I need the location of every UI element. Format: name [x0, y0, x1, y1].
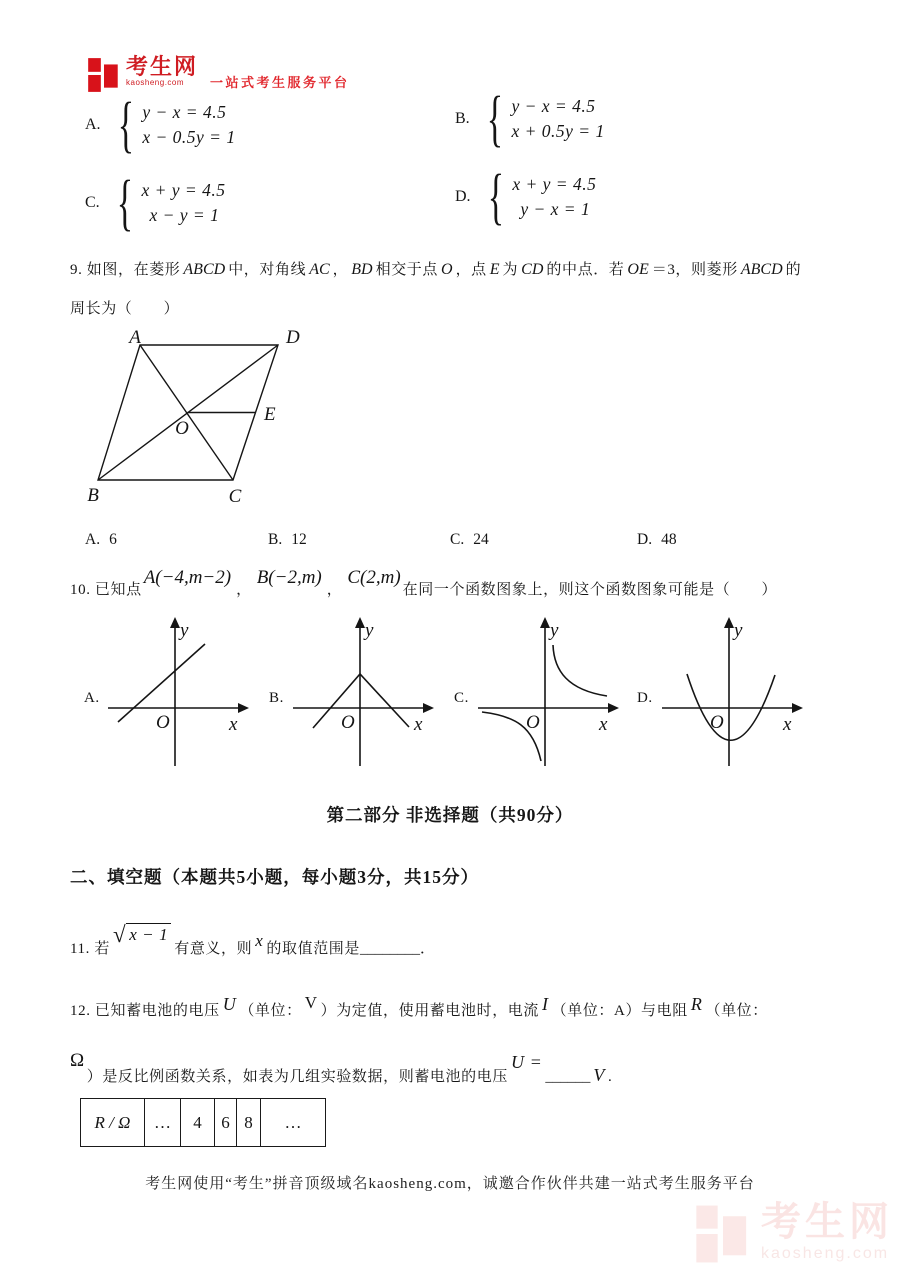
- x-axis-label: x: [414, 714, 423, 735]
- graph-b-vshape: [285, 616, 435, 771]
- choice-d: [637, 531, 677, 549]
- question-11: [70, 912, 436, 958]
- text-segment: ．: [420, 941, 436, 957]
- logo-brand-text: 考生网: [126, 54, 199, 79]
- question-9-line2: 周长为（ ）: [70, 301, 180, 317]
- x-axis-label: x: [599, 714, 608, 735]
- table-cell: 8: [237, 1099, 261, 1147]
- choice-value: 6: [109, 531, 117, 548]
- choice-label: C.: [450, 531, 465, 548]
- option-label: C.: [85, 194, 100, 212]
- logo-slogan: 一站式考生服务平台: [210, 75, 350, 90]
- question-9-line1: [70, 258, 860, 279]
- question-12-line2: [70, 1042, 612, 1086]
- equation: y − x = 1: [520, 199, 591, 220]
- choice-label: A.: [85, 531, 101, 548]
- rhombus-figure: [85, 330, 320, 508]
- question-12-line1: [70, 980, 768, 1020]
- variable-i: I: [542, 994, 549, 1014]
- brace-glyph: {: [486, 85, 503, 153]
- choice-value: 48: [661, 531, 677, 548]
- watermark-brand-text: 考生网: [761, 1200, 893, 1244]
- graph-label-d: D.: [637, 690, 653, 706]
- origin-label: O: [341, 712, 355, 733]
- option-label: A.: [85, 116, 101, 134]
- unit-ohm: Ω: [70, 1050, 85, 1071]
- text-segment: （单位：: [705, 1003, 768, 1019]
- u-equals: U =: [510, 1052, 543, 1072]
- origin-label: O: [710, 712, 724, 733]
- option-label: B.: [455, 110, 470, 128]
- graph-a-line: [100, 616, 250, 771]
- text-segment: 中，对角线: [228, 262, 307, 278]
- choice-b: [268, 531, 307, 549]
- watermark-domain-text: kaosheng.com: [761, 1245, 890, 1262]
- graph-label-b: B.: [269, 690, 284, 706]
- point-b-coords: B(−2,m): [256, 567, 322, 588]
- table-cell: 6: [215, 1099, 237, 1147]
- brace-glyph: {: [117, 91, 134, 159]
- text-segment: （单位：: [239, 1003, 302, 1019]
- logo-domain-text: kaosheng.com: [126, 78, 185, 87]
- option-b-system: [455, 85, 605, 153]
- graph-d-parabola: [654, 616, 804, 771]
- math-segment: CD: [521, 261, 544, 278]
- text-segment: ＝3，则菱形: [651, 262, 738, 278]
- choice-label: B.: [268, 531, 283, 548]
- table-cell: 4: [181, 1099, 215, 1147]
- math-segment: AC: [309, 261, 330, 278]
- y-axis-label: y: [180, 620, 189, 641]
- vertex-label-a: A: [129, 330, 141, 348]
- variable-x: x: [255, 931, 264, 950]
- kaosheng-logo-icon: [88, 56, 120, 94]
- choice-value: 24: [473, 531, 489, 548]
- text-segment: 12. 已知蓄电池的电压: [70, 1003, 220, 1019]
- choice-c: [450, 531, 489, 549]
- choice-a: [85, 531, 117, 549]
- variable-r: R: [690, 994, 703, 1014]
- text-segment: 11. 若: [70, 941, 110, 957]
- footer-text: 考生网使用“考生”拼音顶级域名kaosheng.com，诚邀合作伙伴共建一站式考生服务平台: [145, 1176, 755, 1192]
- answer-blank: ______: [545, 1069, 591, 1085]
- option-d-system: [455, 163, 597, 231]
- answer-blank: ________: [360, 941, 420, 957]
- option-label: D.: [455, 188, 471, 206]
- origin-label: O: [526, 712, 540, 733]
- y-axis-label: y: [550, 620, 559, 641]
- text-segment: （单位：A）与电阻: [551, 1003, 688, 1019]
- option-c-system: [85, 169, 226, 237]
- vertex-label-d: D: [286, 330, 300, 348]
- choice-value: 12: [291, 531, 307, 548]
- text-segment: 10. 已知点: [70, 582, 142, 598]
- center-label-o: O: [175, 418, 189, 439]
- graph-c-hyperbola: [470, 616, 620, 771]
- text-segment: ，: [326, 582, 343, 598]
- choice-label: D.: [637, 531, 653, 548]
- text-segment: ，点: [455, 262, 487, 278]
- y-axis-label: y: [365, 620, 374, 641]
- graph-label-a: A.: [84, 690, 100, 706]
- equation: x − 0.5y = 1: [142, 127, 236, 148]
- equation: y − x = 4.5: [142, 102, 227, 123]
- brace-glyph: {: [487, 163, 504, 231]
- text-segment: 有意义，则: [174, 941, 253, 957]
- equation: y − x = 4.5: [511, 96, 596, 117]
- math-segment: BD: [351, 261, 373, 278]
- math-segment: OE: [627, 261, 649, 278]
- math-segment: O: [441, 261, 453, 278]
- point-c-coords: C(2,m): [347, 567, 401, 588]
- unit-v-italic: V: [593, 1065, 605, 1085]
- brace-glyph: {: [116, 169, 133, 237]
- vertex-label-c: C: [228, 486, 242, 507]
- part2-title: 第二部分 非选择题（共90分）: [326, 805, 574, 825]
- kaosheng-logo: [88, 56, 350, 94]
- table-cell-header: R / Ω: [81, 1099, 145, 1147]
- point-a-coords: A(−4,m−2): [143, 567, 232, 588]
- graph-label-c: C.: [454, 690, 469, 706]
- vertex-label-b: B: [87, 485, 99, 506]
- equation: x + y = 4.5: [512, 174, 597, 195]
- option-a-system: [85, 91, 236, 159]
- table-row: [81, 1099, 326, 1147]
- experiment-data-table: [80, 1098, 326, 1147]
- math-segment: E: [489, 261, 500, 278]
- variable-u: U: [222, 994, 237, 1014]
- radical-sign: √: [112, 922, 127, 947]
- text-segment: 的中点．若: [546, 262, 625, 278]
- text-segment: ）是反比例函数关系，如表为几组实验数据，则蓄电池的电压: [86, 1069, 508, 1085]
- question-10: [70, 553, 777, 599]
- math-segment: ABCD: [740, 261, 783, 278]
- table-cell: …: [261, 1099, 326, 1147]
- watermark-logo: [695, 1202, 893, 1266]
- origin-label: O: [156, 712, 170, 733]
- text-segment: 相交于点: [375, 262, 438, 278]
- square-root-expression: [113, 923, 171, 946]
- text-segment: ，: [332, 262, 349, 278]
- x-axis-label: x: [783, 714, 792, 735]
- equation: x − y = 1: [149, 205, 220, 226]
- watermark-logo-icon: [695, 1202, 751, 1266]
- math-segment: ABCD: [183, 261, 226, 278]
- text-segment: 的: [785, 262, 802, 278]
- equation: x + 0.5y = 1: [511, 121, 605, 142]
- table-cell: …: [145, 1099, 181, 1147]
- text-segment: 在同一个函数图象上，则这个函数图象可能是（ ）: [402, 582, 778, 598]
- midpoint-label-e: E: [264, 404, 276, 425]
- text-segment: ，: [236, 582, 252, 598]
- unit-v: V: [304, 993, 318, 1012]
- equation: x + y = 4.5: [141, 180, 226, 201]
- text-segment: 9. 如图，在菱形: [70, 262, 181, 278]
- text-segment: ）为定值，使用蓄电池时，电流: [320, 1003, 540, 1019]
- radicand: x − 1: [126, 923, 171, 945]
- fill-in-heading: 二、填空题（本题共5小题，每小题3分，共15分）: [70, 867, 479, 887]
- text-segment: .: [608, 1069, 613, 1085]
- y-axis-label: y: [734, 620, 743, 641]
- text-segment: 的取值范围是: [266, 941, 360, 957]
- x-axis-label: x: [229, 714, 238, 735]
- text-segment: 为: [502, 262, 519, 278]
